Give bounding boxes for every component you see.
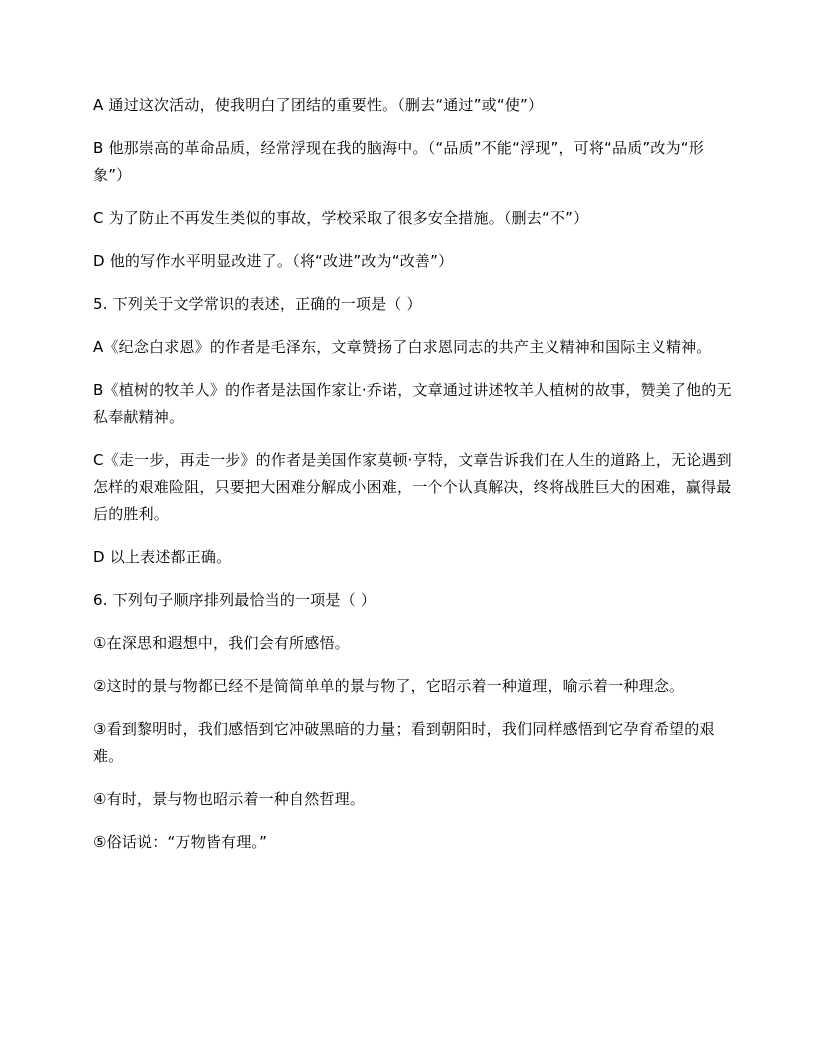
option-b-sentence: B 他那崇高的革命品质，经常浮现在我的脑海中。（“品质”不能“浮现”，可将“品质”改为“形象”） <box>93 139 704 184</box>
sentence-3: ③看到黎明时，我们感悟到它冲破黑暗的力量；看到朝阳时，我们同样感悟到它孕育希望的艰难。 <box>93 720 715 765</box>
question-6-stem: 6. 下列句子顺序排列最恰当的一项是（ ） <box>93 591 377 609</box>
sentence-2: ②这时的景与物都已经不是简简单单的景与物了，它昭示着一种道理，喻示着一种理念。 <box>93 677 685 695</box>
question-5-option-a: A《纪念白求恩》的作者是毛泽东，文章赞扬了白求恩同志的共产主义精神和国际主义精神。 <box>93 338 712 356</box>
sentence-1: ①在深思和遐想中，我们会有所感悟。 <box>93 634 350 652</box>
question-5-option-b: B《植树的牧羊人》的作者是法国作家让·乔诺，文章通过讲述牧羊人植树的故事，赞美了他的无私奉献精神。 <box>93 381 732 426</box>
question-5-stem: 5. 下列关于文学常识的表述，正确的一项是（ ） <box>93 295 422 313</box>
option-a-sentence: A 通过这次活动，使我明白了团结的重要性。（删去“通过”或“使”） <box>93 96 544 114</box>
option-d-sentence: D 他的写作水平明显改进了。（将“改进”改为“改善”） <box>93 252 454 270</box>
sentence-4: ④有时，景与物也昭示着一种自然哲理。 <box>93 790 366 808</box>
option-c-sentence: C 为了防止不再发生类似的事故，学校采取了很多安全措施。（删去“不”） <box>93 209 589 227</box>
sentence-5: ⑤俗话说：“万物皆有理。” <box>93 833 268 851</box>
document-body <box>93 92 733 872</box>
question-5-option-d: D 以上表述都正确。 <box>93 548 232 566</box>
question-5-option-c: C《走一步，再走一步》的作者是美国作家莫顿·亨特，文章告诉我们在人生的道路上，无论遇到怎样的艰难险阻，只要把大困难分解成小困难，一个个认真解决，终将战胜巨大的困难，赢得最后的胜利。 <box>93 451 732 523</box>
